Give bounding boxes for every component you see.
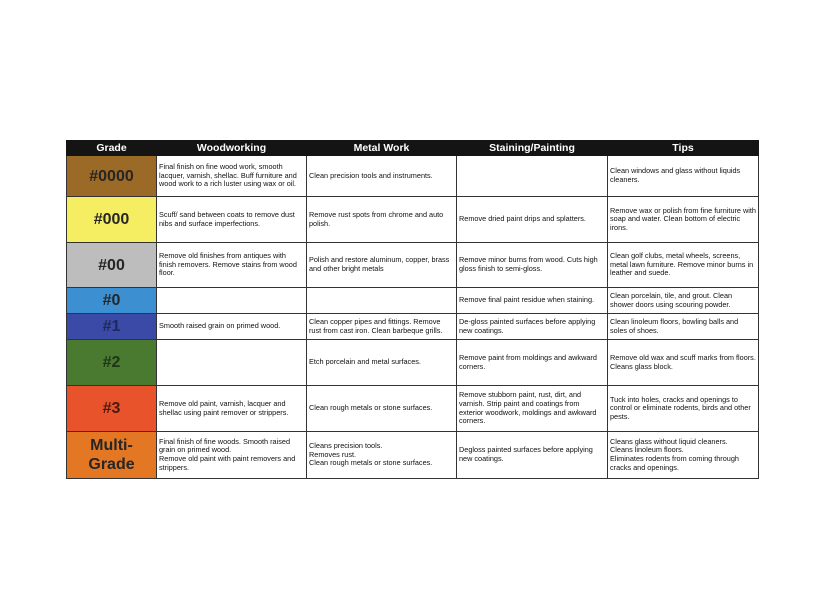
tips-cell (608, 288, 759, 314)
grade-cell (67, 156, 157, 197)
metal-work-cell (307, 243, 457, 288)
grade-label: #3 (102, 400, 121, 417)
header-grade: Grade (67, 141, 157, 156)
woodworking-cell (157, 314, 307, 340)
staining-painting-text: Remove minor burns from wood. Cuts high gloss finish to semi-gloss. (459, 255, 598, 273)
metal-work-cell (307, 314, 457, 340)
metal-work-cell (307, 340, 457, 386)
steel-wool-grade-table (66, 140, 759, 479)
tips-cell (608, 314, 759, 340)
tips-text: Remove old wax and scuff marks from floors. Cleans glass block. (610, 352, 756, 371)
table-row (67, 156, 759, 197)
grade-cell (67, 288, 157, 314)
grade-label: #00 (98, 256, 125, 274)
tips-cell (608, 340, 759, 386)
tips-cell (608, 243, 759, 288)
woodworking-cell (157, 340, 307, 386)
table-row (67, 314, 759, 340)
woodworking-cell (157, 386, 307, 432)
staining-painting-cell (457, 197, 608, 243)
grade-cell (67, 340, 157, 386)
woodworking-text: Final finish on fine wood work, smooth lacquer, varnish, shellac. Buff furniture and wood work to a rich luster using wax or oil. (159, 162, 297, 189)
tips-cell (608, 432, 759, 479)
tips-cell (608, 156, 759, 197)
metal-work-text: Clean rough metals or stone surfaces. (309, 403, 433, 413)
grade-label: #0 (102, 292, 121, 309)
grade-cell (67, 432, 157, 479)
staining-painting-cell (457, 432, 608, 479)
grade-cell (67, 197, 157, 243)
metal-work-cell (307, 288, 457, 314)
tips-text: Cleans glass without liquid cleaners. Cleans linoleum floors. Eliminates rodents from coming through cracks and openings. (610, 436, 739, 472)
tips-cell (608, 386, 759, 432)
tips-cell (608, 197, 759, 243)
header-woodworking: Woodworking (157, 141, 307, 156)
staining-painting-text: Remove dried paint drips and splatters. (459, 214, 586, 224)
staining-painting-text: Degloss painted surfaces before applying new coatings. (459, 445, 593, 463)
woodworking-text: Remove old finishes from antiques with finish removers. Remove stains from wood floor. (159, 251, 297, 278)
header-tips: Tips (608, 141, 759, 156)
staining-painting-cell (457, 340, 608, 386)
staining-painting-text: Remove stubborn paint, rust, dirt, and varnish. Strip paint and coatings from exterior woodwork, moldings and awkward corners. (459, 390, 597, 426)
table-row (67, 197, 759, 243)
grade-cell (67, 314, 157, 340)
metal-work-cell (307, 197, 457, 243)
table-row (67, 243, 759, 288)
woodworking-text: Final finish of fine woods. Smooth raised grain on primed wood. Remove old paint with paint removers and strippers. (159, 436, 296, 472)
woodworking-cell (157, 243, 307, 288)
header-row (67, 141, 759, 156)
staining-painting-text: Remove final paint residue when staining. (459, 295, 595, 305)
header-metal-work: Metal Work (307, 141, 457, 156)
metal-work-text: Remove rust spots from chrome and auto polish. (309, 209, 444, 228)
metal-work-cell (307, 432, 457, 479)
metal-work-text: Etch porcelain and metal surfaces. (309, 357, 421, 367)
grade-label: #0000 (89, 167, 134, 185)
header-staining-painting: Staining/Painting (457, 141, 608, 156)
staining-painting-cell (457, 386, 608, 432)
table-row (67, 432, 759, 479)
grade-label: #2 (102, 354, 121, 371)
table-header (67, 141, 759, 156)
grade-cell (67, 386, 157, 432)
staining-painting-cell (457, 156, 608, 197)
woodworking-cell (157, 156, 307, 197)
grade-label: Multi- Grade (88, 437, 135, 473)
metal-work-text: Polish and restore aluminum, copper, brass and other bright metals (309, 255, 450, 273)
staining-painting-cell (457, 314, 608, 340)
woodworking-text: Scuff/ sand between coats to remove dust nibs and surface imperfections. (159, 209, 295, 228)
metal-work-cell (307, 386, 457, 432)
metal-work-text: Clean precision tools and instruments. (309, 170, 433, 180)
table-row (67, 288, 759, 314)
staining-painting-cell (457, 288, 608, 314)
metal-work-text: Cleans precision tools. Removes rust. Clean rough metals or stone surfaces. (309, 441, 433, 468)
woodworking-cell (157, 197, 307, 243)
staining-painting-text: De-gloss painted surfaces before applying new coatings. (459, 316, 596, 335)
woodworking-text: Smooth raised grain on primed wood. (159, 321, 281, 331)
woodworking-cell (157, 288, 307, 314)
woodworking-cell (157, 432, 307, 479)
grade-cell (67, 243, 157, 288)
staining-painting-cell (457, 243, 608, 288)
grade-label: #000 (93, 211, 130, 228)
tips-text: Clean porcelain, tile, and grout. Clean shower doors using scouring powder. (610, 290, 733, 309)
table-row (67, 386, 759, 432)
woodworking-text: Remove old paint, varnish, lacquer and shellac using paint remover or strippers. (159, 398, 289, 417)
tips-text: Clean windows and glass without liquids cleaners. (610, 166, 741, 184)
tips-text: Tuck into holes, cracks and openings to control or eliminate rodents, birds and other pests. (610, 394, 751, 421)
staining-painting-text: Remove paint from moldings and awkward corners. (459, 352, 597, 371)
tips-text: Clean linoleum floors, bowling balls and soles of shoes. (610, 316, 739, 335)
table-body (67, 156, 759, 479)
tips-text: Clean golf clubs, metal wheels, screens, metal lawn furniture. Remove minor burns in leather and suede. (610, 251, 754, 278)
tips-text: Remove wax or polish from fine furniture with soap and water. Clean bottom of electric irons. (610, 205, 756, 232)
metal-work-cell (307, 156, 457, 197)
grade-label: #1 (102, 318, 121, 335)
table-row (67, 340, 759, 386)
metal-work-text: Clean copper pipes and fittings. Remove rust from cast iron. Clean barbeque grills. (309, 316, 443, 335)
